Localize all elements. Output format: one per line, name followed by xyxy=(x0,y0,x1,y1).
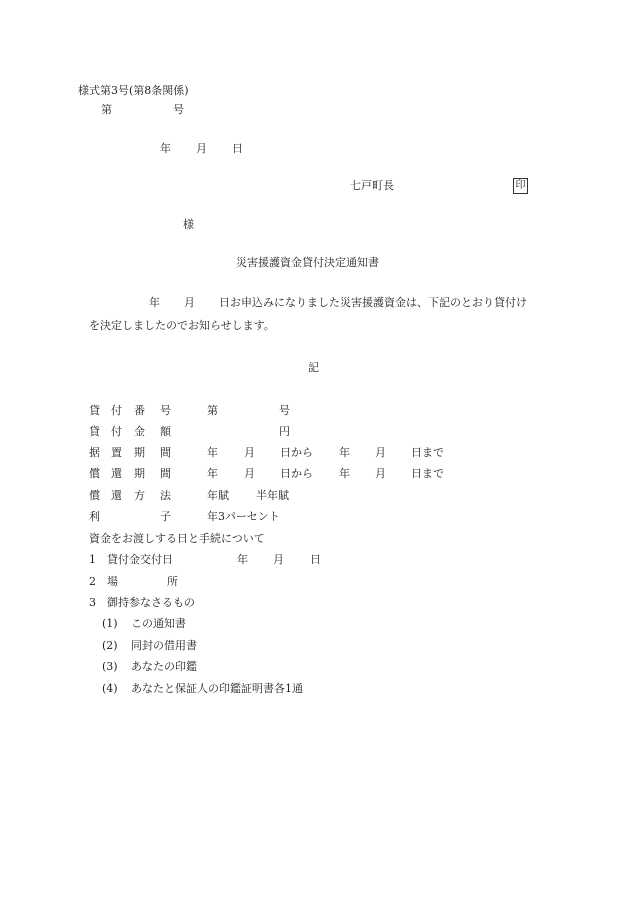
from-year: 年 xyxy=(207,446,218,459)
to-month: 月 xyxy=(375,467,386,480)
recipient-suffix: 様 xyxy=(183,218,194,231)
label-char: 付 xyxy=(111,404,122,417)
label-char: 貸 xyxy=(89,425,100,438)
label-char: 利 xyxy=(89,510,100,523)
label-char: 還 xyxy=(111,467,122,480)
loan-number-suffix: 号 xyxy=(279,404,290,417)
label-char: 法 xyxy=(160,489,171,502)
from-year: 年 xyxy=(207,467,218,480)
subitem-number: (3) xyxy=(102,660,118,673)
to-year: 年 xyxy=(339,446,350,459)
label-char: 還 xyxy=(111,489,122,502)
subitem-text: あなたの印鑑 xyxy=(131,660,197,673)
body-line2: を決定しましたのでお知らせします。 xyxy=(89,319,275,332)
to-month: 月 xyxy=(375,446,386,459)
subitem-number: (4) xyxy=(102,682,118,695)
subitem-number: (2) xyxy=(102,639,118,652)
item-number: 2 xyxy=(89,575,96,588)
to-day: 日まで xyxy=(411,467,444,480)
date-day: 日 xyxy=(232,142,243,155)
document-title: 災害援護資金貸付決定通知書 xyxy=(236,256,379,269)
item-label: 貸付金交付日 xyxy=(107,553,173,566)
label-char: 子 xyxy=(160,510,171,523)
annual-installment: 年賦 xyxy=(207,489,229,502)
label-char: 貸 xyxy=(89,404,100,417)
label-char: 据 xyxy=(89,446,100,459)
label-char: 額 xyxy=(160,425,171,438)
label-char: 号 xyxy=(160,404,171,417)
semiannual-installment: 半年賦 xyxy=(256,489,289,502)
subitem-text: 同封の借用書 xyxy=(131,639,197,652)
label-char: 付 xyxy=(111,425,122,438)
label-char: 金 xyxy=(134,425,145,438)
label-char: 番 xyxy=(134,404,145,417)
item-label-char: 所 xyxy=(167,575,178,588)
item-label-char: 場 xyxy=(107,575,118,588)
item-number: 3 xyxy=(89,596,96,609)
seal-mark: 印 xyxy=(513,178,528,194)
loan-amount-unit: 円 xyxy=(279,425,290,438)
label-char: 間 xyxy=(160,467,171,480)
label-char: 方 xyxy=(134,489,145,502)
from-month: 月 xyxy=(244,467,255,480)
form-label: 様式第3号(第8条関係) xyxy=(78,84,189,97)
item-number: 1 xyxy=(89,553,96,566)
date-year: 年 xyxy=(160,142,171,155)
label-char: 期 xyxy=(134,446,145,459)
interest-rate: 年3パーセント xyxy=(207,510,280,523)
item-day: 日 xyxy=(310,553,321,566)
issuer-title: 七戸町長 xyxy=(350,179,394,192)
body-year: 年 xyxy=(149,296,160,309)
item-label: 御持参なさるもの xyxy=(107,596,195,609)
doc-no-suffix: 号 xyxy=(173,103,184,116)
subitem-text: この通知書 xyxy=(131,617,186,630)
to-year: 年 xyxy=(339,467,350,480)
subitem-number: (1) xyxy=(102,617,118,630)
from-day: 日から xyxy=(280,467,313,480)
subitem-text: あなたと保証人の印鑑証明書各1通 xyxy=(131,682,303,695)
label-char: 期 xyxy=(134,467,145,480)
body-line1: 日お申込みになりました災害援護資金は、下記のとおり貸付け xyxy=(219,296,527,309)
label-char: 間 xyxy=(160,446,171,459)
label-char: 償 xyxy=(89,489,100,502)
body-month: 月 xyxy=(184,296,195,309)
from-day: 日から xyxy=(280,446,313,459)
doc-no-prefix: 第 xyxy=(101,103,112,116)
procedures-heading: 資金をお渡しする日と手続について xyxy=(89,532,265,545)
label-char: 置 xyxy=(111,446,122,459)
date-month: 月 xyxy=(196,142,207,155)
loan-number-prefix: 第 xyxy=(207,404,218,417)
ki-heading: 記 xyxy=(308,361,319,374)
to-day: 日まで xyxy=(411,446,444,459)
from-month: 月 xyxy=(244,446,255,459)
item-year: 年 xyxy=(237,553,248,566)
label-char: 償 xyxy=(89,467,100,480)
item-month: 月 xyxy=(273,553,284,566)
